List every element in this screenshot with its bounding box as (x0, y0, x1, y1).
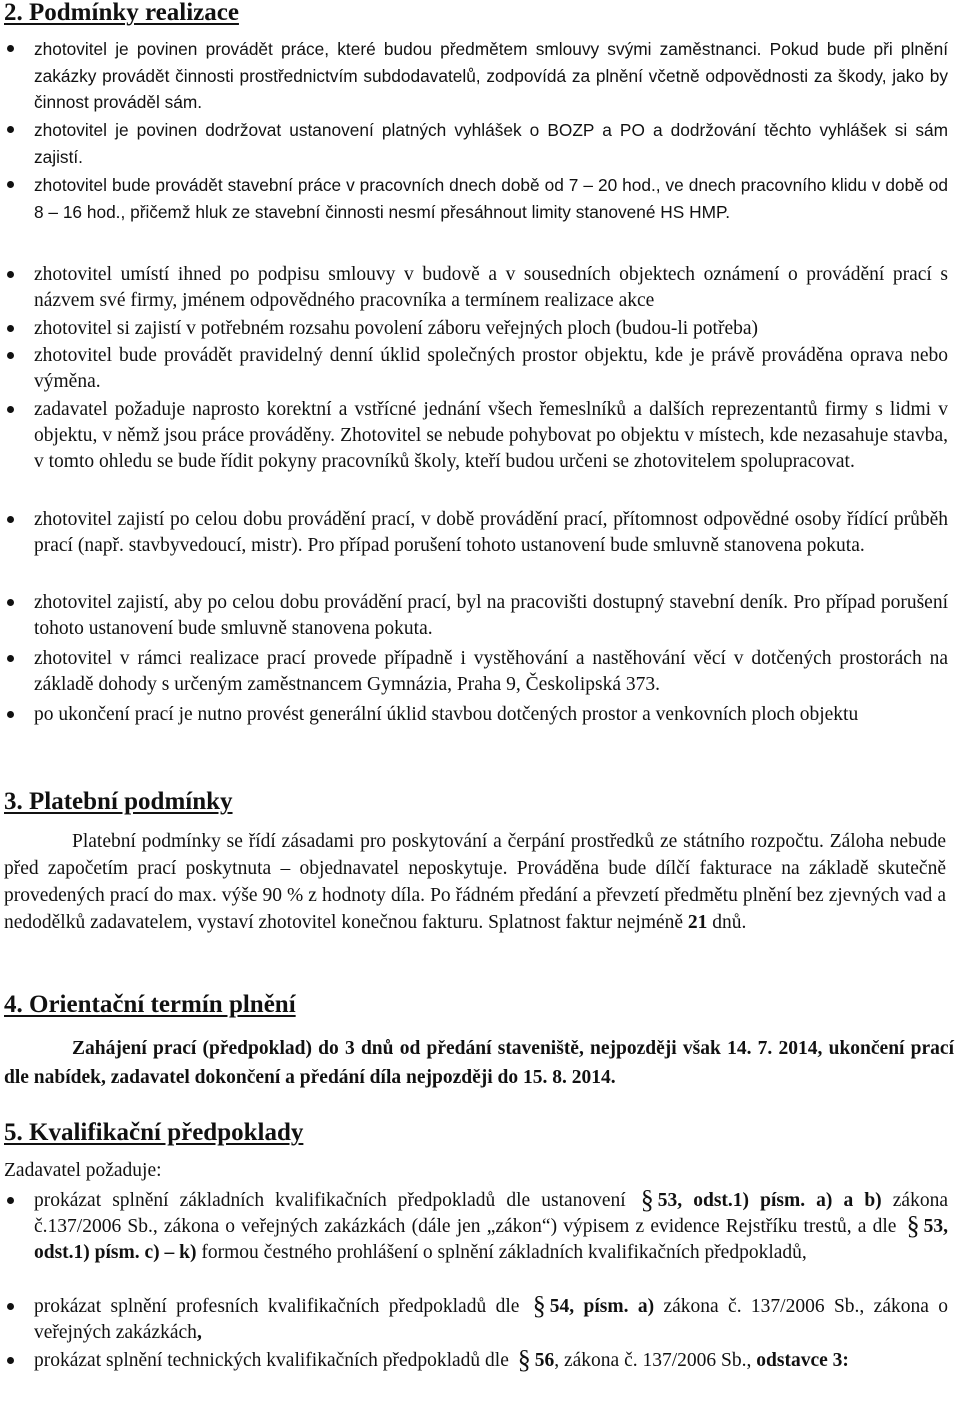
list-item: prokázat splnění základních kvalifikačních předpokladů dle ustanovení § 53, odst.1) písm. a) a b) zákona č.137/2006 Sb., zákona o veřejných zakázkách (dále jen „zákon“) výpisem z evidence Rejstříku trestů, a dle § 53, odst.1) písm. c) – k) formou čestného prohlášení o splnění základních kvalifikačních předpokladů, (0, 1188, 948, 1294)
section-2-list-b (0, 262, 948, 758)
bullet-icon (7, 352, 14, 359)
list-item: prokázat splnění profesních kvalifikačních předpokladů dle § 54, písm. a) zákona č. 137/2006 Sb., zákona o veřejných zakázkách, (0, 1294, 948, 1348)
section-2-list-a (0, 36, 948, 253)
section-5-title: 5. Kvalifikační předpoklady (4, 1119, 304, 1146)
bullet-icon (7, 45, 14, 52)
section-sign: § (640, 1185, 654, 1214)
bullet-icon (7, 181, 14, 188)
section-5-list (0, 1185, 948, 1402)
bullet-icon (7, 1303, 14, 1310)
section-2-title: 2. Podmínky realizace (4, 0, 239, 26)
list-item: po ukončení prací je nutno provést generální úklid stavbou dotčených prostor a venkovních ploch objektu (0, 702, 948, 758)
list-item: zadavatel požaduje naprosto korektní a vstřícné jednání všech řemeslníků a dalších reprezentantů firmy s lidmi v objektu, v němž jsou práce prováděny. Zhotovitel se nebude pohybovat po objektu v místech, kde nezasahuje stavba, v tomto ohledu se bude řídit pokyny pracovníků školy, kteří budou určeni se zhotovitelem spolupracovat. (0, 397, 948, 507)
bullet-icon (7, 1197, 14, 1204)
section-sign: § (906, 1211, 920, 1240)
bullet-icon (7, 1357, 14, 1364)
list-item: zhotovitel bude provádět stavební práce v pracovních dnech době od 7 – 20 hod., ve dnech pracovního klidu v době od 8 – 16 hod., přičemž hluk ze stavební činnosti nesmí přesáhnout limity stanovené HS HMP. (0, 172, 948, 253)
bullet-icon (7, 406, 14, 413)
schedule-paragraph: Zahájení prací (předpoklad) do 3 dnů od předání staveniště, nejpozději však 14. 7. 2014, ukončení prací dle nabídek, zadavatel dokončení a předání díla nejpozději do 15. 8. 2014. (4, 1038, 954, 1088)
section-5-intro: Zadavatel požaduje: (4, 1160, 162, 1181)
section-sign: § (517, 1345, 531, 1374)
list-item: zhotovitel je povinen provádět práce, které budou předmětem smlouvy svými zaměstnanci. Pokud bude při plnění zakázky provádět činnosti prostřednictvím subdodavatelů, zodpovídá za plnění včetně odpovědnosti za škody, jako by činnost prováděl sám. (0, 36, 948, 117)
bullet-icon (7, 325, 14, 332)
list-item: zhotovitel zajistí, aby po celou dobu provádění prací, byl na pracovišti dostupný stavební deník. Pro případ porušení tohoto ustanovení bude smluvně stanovena pokuta. (0, 590, 948, 646)
bullet-icon (7, 516, 14, 523)
bullet-icon (7, 599, 14, 606)
list-item: zhotovitel v rámci realizace prací provede případně i vystěhování a nastěhování věcí v dotčených prostorách na základě dohody s určeným zaměstnancem Gymnázia, Praha 9, Českolipská 373. (0, 646, 948, 702)
bullet-icon (7, 271, 14, 278)
bullet-icon (7, 655, 14, 662)
payment-terms-paragraph: Platební podmínky se řídí zásadami pro poskytování a čerpání prostředků ze státního rozpočtu. Záloha nebude před započetím prací poskytnuta – objednavatel neposkytuje. Prováděna bude dílčí fakturace na základě skutečně provedených prací do max. výše 90 % z hodnoty díla. Po řádném předání a převzetí předmětu plnění bez zjevných vad a nedodělků zadavatelem, vystaví zhotovitel konečnou fakturu. Splatnost faktur nejméně 21 dnů. (4, 831, 946, 933)
section-sign: § (532, 1291, 546, 1320)
section-3-title: 3. Platební podmínky (4, 788, 233, 815)
list-item: prokázat splnění technických kvalifikačních předpokladů dle § 56, zákona č. 137/2006 Sb., odstavce 3: (0, 1348, 948, 1402)
list-item: zhotovitel si zajistí v potřebném rozsahu povolení záboru veřejných ploch (budou-li potřeba) (0, 316, 948, 343)
bullet-icon (7, 711, 14, 718)
list-item: zhotovitel bude provádět pravidelný denní úklid společných prostor objektu, kde je právě prováděna oprava nebo výměna. (0, 343, 948, 397)
bullet-icon (7, 126, 14, 133)
list-item: zhotovitel zajistí po celou dobu provádění prací, v době provádění prací, přítomnost odpovědné osoby řídící průběh prací (např. stavbyvedoucí, mistr). Pro případ porušení tohoto ustanovení bude smluvně stanovena pokuta. (0, 507, 948, 590)
list-item: zhotovitel umístí ihned po podpisu smlouvy v budově a v sousedních objektech oznámení o provádění prací s názvem své firmy, jménem odpovědného pracovníka a termínem realizace akce (0, 262, 948, 316)
list-item: zhotovitel je povinen dodržovat ustanovení platných vyhlášek o BOZP a PO a dodržování těchto vyhlášek si sám zajistí. (0, 117, 948, 172)
section-4-title: 4. Orientační termín plnění (4, 991, 296, 1018)
